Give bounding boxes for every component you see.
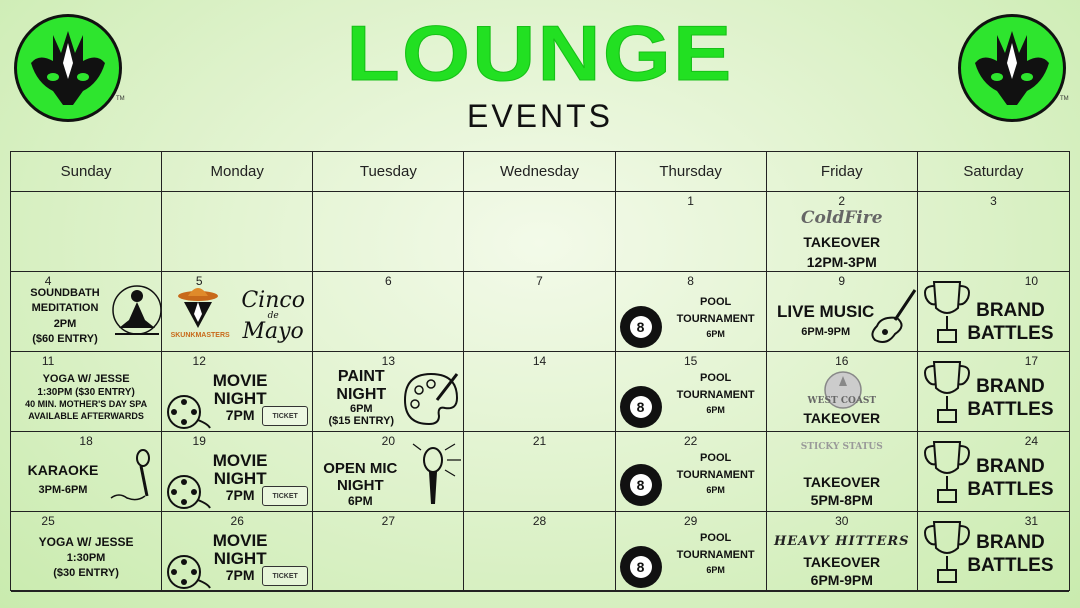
day-header-sunday: Sunday: [11, 152, 162, 192]
heavy-hitters-logo: HEAVY HITTERS: [773, 534, 910, 549]
date-number: 17: [1024, 354, 1039, 368]
date-number: 19: [192, 434, 206, 448]
day-cell-4: [11, 272, 162, 352]
event-title: LIVE MUSIC: [777, 302, 875, 321]
day-cell-24: [918, 432, 1069, 512]
day-cell-21: [464, 432, 615, 512]
date-number: 8: [687, 274, 694, 288]
event-line: TOURNAMENT: [676, 389, 755, 402]
date-number: 11: [41, 354, 55, 368]
skunk-sombrero-icon: [176, 284, 220, 330]
day-cell-2: [767, 192, 918, 272]
day-cell-22: [616, 432, 767, 512]
event-title: TAKEOVER: [803, 474, 881, 490]
day-cell-12: [162, 352, 313, 432]
event-time: 6PM: [706, 565, 725, 576]
microphone-icon: [107, 448, 157, 504]
day-cell-3: [918, 192, 1069, 272]
microphone-icon: [411, 440, 464, 510]
day-cell-19: [162, 432, 313, 512]
event-line: BATTLES: [967, 554, 1054, 576]
ticket-icon: TICKET: [262, 406, 308, 426]
eight-ball-number: 8: [630, 556, 652, 578]
event-time: 6PM-9PM: [801, 326, 851, 338]
eight-ball-number: 8: [630, 474, 652, 496]
event-line: POOL: [700, 532, 732, 544]
event-line: NIGHT: [213, 388, 267, 408]
day-header-wednesday: Wednesday: [464, 152, 615, 192]
day-cell-6: [313, 272, 464, 352]
date-number: 1: [687, 194, 694, 208]
film-reel-icon: [164, 390, 212, 430]
day-cell-16: [767, 352, 918, 432]
meditation-icon: [111, 280, 162, 348]
trademark-right: TM: [1060, 96, 1069, 102]
date-number: 13: [381, 354, 396, 368]
date-number: 27: [381, 514, 396, 528]
day-cell-30: [767, 512, 918, 592]
eight-ball-number: 8: [630, 396, 652, 418]
page-subtitle: EVENTS: [466, 98, 614, 134]
event-title: [956, 300, 1065, 346]
day-cell-27: [313, 512, 464, 592]
event-time: 1:30PM: [66, 551, 106, 564]
date-number: 7: [536, 274, 543, 288]
date-number: 24: [1024, 434, 1039, 448]
event-title: TAKEOVER: [803, 554, 881, 570]
event-time: 6PM: [706, 329, 725, 340]
day-cell-10: [918, 272, 1069, 352]
event-line: NIGHT: [336, 477, 384, 495]
event-line: BRAND: [976, 300, 1045, 321]
day-cell-18: [11, 432, 162, 512]
date-number: 10: [1024, 274, 1039, 288]
date-number: 3: [990, 194, 997, 208]
date-number: 5: [195, 274, 203, 288]
day-cell-9: [767, 272, 918, 352]
event-line: TOURNAMENT: [676, 469, 755, 482]
event-line: NIGHT: [336, 385, 387, 403]
day-cell-empty: [313, 192, 464, 272]
event-title: [13, 534, 159, 582]
day-cell-25: [11, 512, 162, 592]
event-line: SOUNDBATH: [30, 287, 100, 299]
day-cell-26: [162, 512, 313, 592]
date-number: 15: [683, 354, 698, 368]
trademark-left: TM: [116, 96, 125, 102]
page-title: LOUNGE: [346, 9, 734, 97]
event-line: BATTLES: [967, 322, 1054, 344]
event-time: 6PM: [706, 485, 725, 496]
date-number: 20: [381, 434, 396, 448]
guitar-icon: [867, 286, 918, 350]
day-cell-23: [767, 432, 918, 512]
day-header-tuesday: Tuesday: [313, 152, 464, 192]
date-number: [767, 452, 917, 466]
event-line: POOL: [700, 372, 732, 384]
event-line: POOL: [700, 296, 732, 308]
event-title: [956, 532, 1065, 578]
day-cell-28: [464, 512, 615, 592]
day-cell-8: [616, 272, 767, 352]
event-line: AVAILABLE AFTERWARDS: [28, 410, 144, 421]
date-number: 6: [385, 274, 392, 288]
event-line: NIGHT: [213, 468, 267, 488]
event-title: [666, 294, 766, 342]
event-line: TOURNAMENT: [676, 549, 755, 562]
script-line: Cinco: [241, 288, 305, 313]
date-number: 22: [683, 434, 698, 448]
date-number: 25: [41, 514, 55, 528]
day-header-friday: Friday: [767, 152, 918, 192]
event-line: BRAND: [976, 456, 1045, 477]
event-line: YOGA W/ JESSE: [38, 535, 134, 549]
date-number: 31: [1024, 514, 1039, 528]
date-number: 29: [683, 514, 698, 528]
script-line: de: [267, 311, 279, 321]
event-line: MOVIE: [212, 371, 268, 390]
event-title: KARAOKE: [27, 462, 99, 478]
event-line: ($60 ENTRY): [32, 333, 98, 346]
event-line: BATTLES: [967, 398, 1054, 420]
paint-palette-icon: [401, 370, 461, 428]
event-time: 6PM: [706, 405, 725, 416]
event-title: [315, 460, 405, 508]
event-line: BRAND: [976, 532, 1045, 553]
day-cell-empty: [162, 192, 313, 272]
day-cell-31: [918, 512, 1069, 592]
film-reel-icon: [164, 470, 212, 510]
west-coast-label: WEST COAST: [807, 396, 877, 406]
event-line: NIGHT: [213, 548, 267, 568]
script-line: Mayo: [242, 319, 304, 344]
event-line: ($15 ENTRY): [328, 415, 395, 428]
day-cell-7: [464, 272, 615, 352]
date-number: 21: [532, 434, 547, 448]
event-title: [956, 376, 1065, 422]
day-header-thursday: Thursday: [616, 152, 767, 192]
event-time: 5PM-8PM: [810, 492, 873, 508]
event-time: 7PM: [225, 566, 255, 583]
day-cell-empty: [464, 192, 615, 272]
date-number: 9: [838, 274, 846, 288]
event-line: 40 MIN. MOTHER'S DAY SPA: [25, 399, 148, 410]
event-time: 6PM: [347, 493, 373, 508]
event-time: 7PM: [225, 486, 255, 503]
film-reel-icon: [164, 550, 212, 590]
date-number: 26: [230, 514, 244, 528]
skunkmasters-label: SKUNKMASTERS: [170, 332, 230, 339]
event-time: 12PM-3PM: [806, 254, 877, 270]
event-line: BATTLES: [967, 478, 1054, 500]
day-header-monday: Monday: [162, 152, 313, 192]
day-header-saturday: Saturday: [918, 152, 1069, 192]
event-title: [666, 370, 766, 418]
event-line: TOURNAMENT: [676, 313, 755, 326]
event-title: [956, 456, 1065, 502]
date-number: 2: [838, 194, 846, 208]
day-cell-empty: [11, 192, 162, 272]
event-title: TAKEOVER: [803, 234, 881, 250]
date-number: 28: [532, 514, 547, 528]
day-cell-17: [918, 352, 1069, 432]
event-time: 6PM-9PM: [810, 572, 873, 588]
date-number: 30: [835, 514, 849, 528]
eight-ball-icon: [620, 306, 662, 348]
day-cell-20: [313, 432, 464, 512]
event-line: MEDITATION: [31, 302, 99, 315]
ticket-icon: TICKET: [262, 486, 308, 506]
event-line: YOGA W/ JESSE: [42, 373, 130, 385]
event-line: MOVIE: [212, 451, 268, 470]
event-title: [666, 450, 766, 498]
event-time: 7PM: [225, 406, 255, 423]
events-calendar: [10, 151, 1070, 591]
sticky-status-logo: STICKY STATUS: [800, 442, 883, 452]
event-time: 3PM-6PM: [38, 484, 88, 496]
event-line: BRAND: [976, 376, 1045, 397]
event-line: POOL: [700, 452, 732, 464]
date-number: 12: [192, 354, 206, 368]
date-number: 14: [532, 354, 547, 368]
ticket-icon: TICKET: [262, 566, 308, 586]
event-title: [13, 372, 159, 423]
event-line: ($30 ENTRY): [53, 567, 119, 580]
event-title: TAKEOVER: [803, 410, 881, 426]
event-title: [319, 368, 403, 427]
day-cell-5: [162, 272, 313, 352]
event-line: 1:30PM ($30 ENTRY): [37, 387, 135, 399]
event-line: 2PM: [53, 317, 77, 330]
day-cell-15: [616, 352, 767, 432]
day-cell-1: [616, 192, 767, 272]
date-number: 18: [79, 434, 93, 448]
cinco-de-mayo-script: [236, 290, 310, 343]
event-line: PAINT: [337, 368, 385, 385]
event-time: 6PM: [349, 403, 373, 416]
day-cell-13: [313, 352, 464, 432]
eight-ball-icon: [620, 464, 662, 506]
eight-ball-icon: [620, 386, 662, 428]
date-number: 16: [835, 354, 849, 368]
event-title: [666, 530, 766, 578]
event-line: OPEN MIC: [323, 460, 398, 477]
day-cell-14: [464, 352, 615, 432]
event-line: MOVIE: [212, 531, 268, 550]
eight-ball-number: 8: [630, 316, 652, 338]
event-title: [17, 286, 113, 348]
eight-ball-icon: [620, 546, 662, 588]
day-cell-29: [616, 512, 767, 592]
day-cell-11: [11, 352, 162, 432]
date-number: 4: [44, 274, 52, 288]
coldfire-logo: ColdFire: [801, 208, 883, 228]
